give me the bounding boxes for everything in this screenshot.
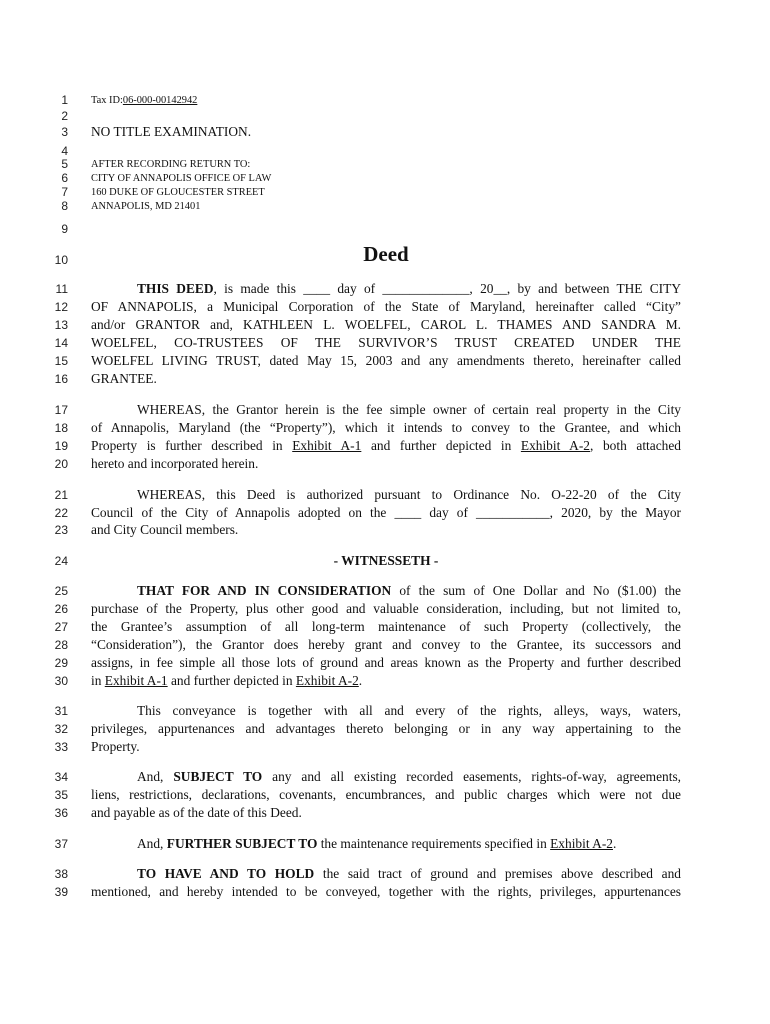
text-run: WHEREAS, this Deed is authorized pursuant to Ordinance No. O-22-20 of the City (137, 487, 681, 502)
para4-line: purchase of the Property, plus other good and valuable consideration, including, but not limited to, (91, 601, 681, 616)
line-number: 16 (54, 372, 68, 386)
line-number: 32 (54, 722, 68, 736)
text-run: , is made this ____ day of _____________, 20__, by and between THE CITY (213, 281, 681, 296)
para4-line (91, 673, 681, 689)
para2-line: hereto and incorporated herein. (91, 456, 259, 471)
para1-line: GRANTEE. (91, 371, 157, 386)
para1-line: WOELFEL LIVING TRUST, dated May 15, 2003 and any amendments thereto, hereinafter called (91, 353, 681, 368)
para3-line: Council of the City of Annapolis adopted on the ____ day of ___________, 2020, by the Mayor (91, 505, 681, 520)
bold-lead: TO HAVE AND TO HOLD (137, 866, 315, 881)
text-run: . (613, 836, 617, 851)
exhibit-a1-reference: Exhibit A-1 (104, 673, 168, 688)
line-number: 10 (54, 253, 68, 267)
para4-line: “Consideration”), the Grantor does hereby grant and convey to the Grantee, its successors and (91, 637, 681, 652)
line-number: 8 (61, 199, 68, 213)
line-number: 37 (54, 837, 68, 851)
exhibit-a1-reference: Exhibit A-1 (292, 438, 362, 453)
text-run: Property is further described in (91, 438, 293, 453)
para4-line: assigns, in fee simple all those lots of ground and areas known as the Property and further described (91, 655, 681, 670)
tax-id-value: 06-000-00142942 (122, 95, 198, 106)
line-number: 9 (61, 222, 68, 236)
line-number: 19 (54, 439, 68, 453)
line-number: 11 (55, 282, 68, 296)
para2-line (91, 402, 681, 418)
witnesseth-heading: - WITNESSETH - (333, 553, 439, 568)
line-number: 24 (54, 554, 68, 568)
para7-line (91, 836, 681, 852)
line-number: 34 (54, 770, 68, 784)
text-run: and further depicted in (167, 673, 296, 688)
line-number: 21 (54, 488, 68, 502)
para8-line: mentioned, and hereby intended to be conveyed, together with the rights, privileges, appurtenances (91, 884, 681, 899)
para2-line: of Annapolis, Maryland (the “Property”), which it intends to convey to the Grantee, and which (91, 420, 681, 435)
line-number: 22 (54, 506, 68, 520)
para5-line (91, 703, 681, 719)
para4-line (91, 583, 681, 599)
line-number: 1 (61, 93, 68, 107)
line-number: 39 (54, 885, 68, 899)
line-number: 28 (54, 638, 68, 652)
para5-line: Property. (91, 739, 140, 754)
line-number: 17 (54, 403, 68, 417)
para5-line: privileges, appurtenances and advantages thereto belonging or in any way appertaining to the (91, 721, 681, 736)
line-number: 4 (61, 144, 68, 158)
line-number: 30 (54, 674, 68, 688)
para8-line (91, 866, 681, 882)
line-number: 6 (61, 171, 68, 185)
text-run: This conveyance is together with all and every of the rights, alleys, ways, waters, (137, 703, 681, 718)
line-number: 18 (54, 421, 68, 435)
para6-line (91, 769, 681, 785)
tax-id-label: Tax ID: (91, 95, 123, 106)
text-run: the maintenance requirements specified in (317, 836, 551, 851)
line-number: 12 (54, 300, 68, 314)
return-address-line: 160 DUKE OF GLOUCESTER STREET (91, 187, 265, 198)
bold-lead: FURTHER SUBJECT TO (166, 836, 318, 851)
no-title-examination: NO TITLE EXAMINATION. (91, 124, 252, 139)
line-number: 31 (54, 704, 68, 718)
line-number: 7 (61, 185, 68, 199)
page-title: Deed (363, 242, 409, 266)
tax-id-line (91, 94, 681, 107)
text-run: , both attached (590, 438, 681, 453)
line-number: 3 (61, 125, 68, 139)
para1-line (91, 281, 681, 297)
text-run: in (91, 673, 105, 688)
para1-line: WOELFEL, CO-TRUSTEES OF THE SURVIVOR’S TRUST CREATED UNDER THE (91, 335, 681, 350)
line-number: 29 (54, 656, 68, 670)
line-number: 14 (54, 336, 68, 350)
exhibit-a2-reference: Exhibit A-2 (295, 673, 359, 688)
text-run: the said tract of ground and premises above described and (314, 866, 681, 881)
line-number: 27 (54, 620, 68, 634)
line-number: 20 (54, 457, 68, 471)
para3-line: and City Council members. (91, 522, 239, 537)
bold-lead: SUBJECT TO (173, 769, 263, 784)
line-number: 36 (54, 806, 68, 820)
text-run: and further depicted in (361, 438, 521, 453)
para1-line: OF ANNAPOLIS, a Municipal Corporation of the State of Maryland, hereinafter called “City” (91, 299, 681, 314)
para2-line (91, 438, 681, 454)
bold-lead: THAT FOR AND IN CONSIDERATION (137, 583, 392, 598)
para6-line: liens, restrictions, declarations, covenants, encumbrances, and public charges which were not due (91, 787, 681, 802)
text-run: . (358, 673, 363, 688)
bold-lead: THIS DEED (137, 281, 214, 296)
line-number: 13 (54, 318, 68, 332)
line-number: 25 (54, 584, 68, 598)
line-number: 35 (54, 788, 68, 802)
text-run: of the sum of One Dollar and No ($1.00) the (391, 583, 681, 598)
line-number: 38 (54, 867, 68, 881)
return-address-line: ANNAPOLIS, MD 21401 (91, 201, 201, 212)
text-run: And, (137, 769, 174, 784)
text-run: WHEREAS, the Grantor herein is the fee simple owner of certain real property in the City (137, 402, 681, 417)
para4-line: the Grantee’s assumption of all long-term maintenance of such Property (collectively, the (91, 619, 681, 634)
line-number: 23 (54, 523, 68, 537)
exhibit-a2-reference: Exhibit A-2 (550, 836, 613, 851)
text-run: any and all existing recorded easements, rights-of-way, agreements, (262, 769, 681, 784)
return-address-line: CITY OF ANNAPOLIS OFFICE OF LAW (91, 173, 272, 184)
para3-line (91, 487, 681, 503)
para1-line: and/or GRANTOR and, KATHLEEN L. WOELFEL, CAROL L. THAMES AND SANDRA M. (91, 317, 681, 332)
line-number: 15 (54, 354, 68, 368)
line-number: 26 (54, 602, 68, 616)
return-address-line: AFTER RECORDING RETURN TO: (91, 159, 251, 170)
line-number: 2 (61, 109, 68, 123)
line-number: 33 (54, 740, 68, 754)
para6-line: and payable as of the date of this Deed. (91, 805, 302, 820)
line-number: 5 (61, 157, 68, 171)
exhibit-a2-reference: Exhibit A-2 (520, 438, 591, 453)
text-run: And, (137, 836, 167, 851)
